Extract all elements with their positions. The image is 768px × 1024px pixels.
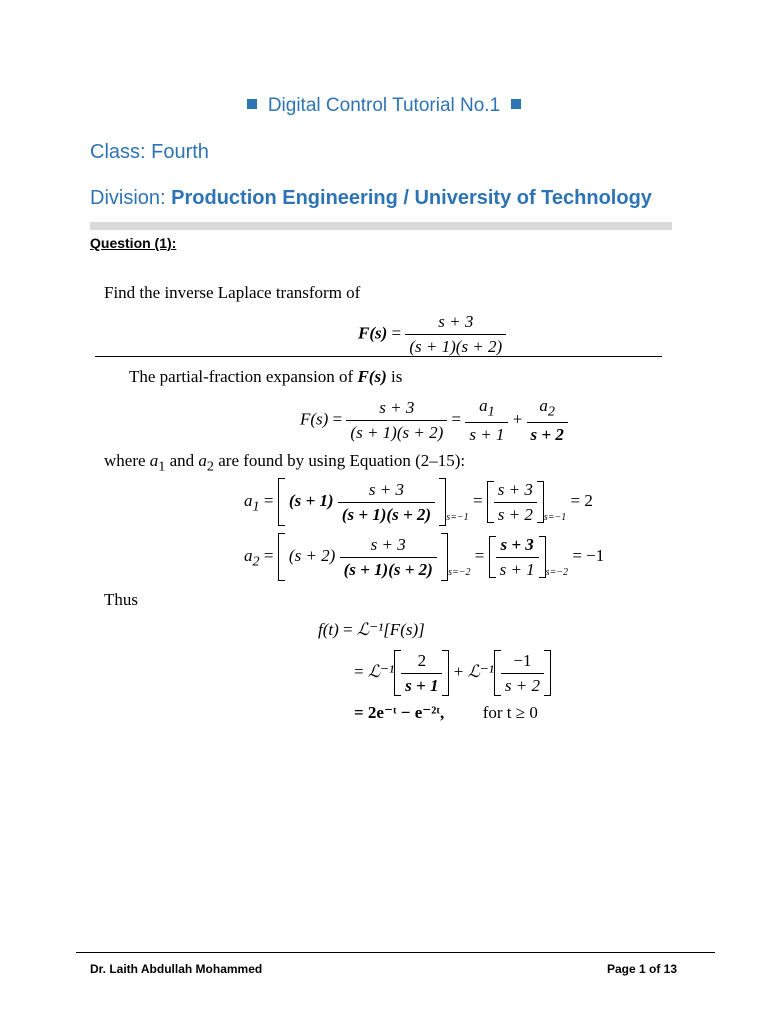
fraction-denominator: s + 1 bbox=[499, 559, 535, 579]
factor: (s + 2) bbox=[288, 545, 336, 565]
laplace-inverse-symbol: ℒ⁻¹ bbox=[367, 661, 395, 681]
left-bracket bbox=[394, 650, 401, 696]
a2-symbol bbox=[244, 545, 260, 570]
right-bracket bbox=[537, 481, 544, 523]
factor: (s + 1) bbox=[288, 490, 334, 510]
fraction-numerator: s + 3 bbox=[340, 535, 437, 558]
equals-sign: = bbox=[263, 490, 274, 510]
equals-sign: = bbox=[343, 620, 353, 639]
a1-symbol bbox=[244, 490, 260, 515]
fraction-numerator: s + 3 bbox=[338, 480, 435, 503]
expansion-intro-end: is bbox=[386, 367, 403, 386]
fraction-denominator: s + 2 bbox=[497, 504, 533, 524]
bullet-square-icon bbox=[247, 99, 257, 109]
fraction-numerator: −1 bbox=[501, 651, 544, 674]
a-symbol: a bbox=[244, 545, 253, 565]
fraction-denominator: (s + 1)(s + 2) bbox=[341, 504, 432, 524]
problem-prompt: Find the inverse Laplace transform of bbox=[104, 283, 361, 302]
subscript: 2 bbox=[547, 403, 555, 420]
class-line: Class: Fourth bbox=[90, 141, 209, 163]
coeff-intro-end: are found by using Equation (2–15): bbox=[213, 451, 466, 470]
a2-equation bbox=[244, 533, 604, 581]
equals-sign: = bbox=[354, 661, 364, 681]
a2-result: = −1 bbox=[572, 545, 605, 565]
fraction-numerator: s + 3 bbox=[405, 312, 506, 335]
left-bracket bbox=[487, 481, 494, 523]
coeff-intro-and: and bbox=[165, 451, 199, 470]
a2-symbol bbox=[527, 396, 568, 423]
coeff-intro-text: where bbox=[104, 451, 150, 470]
footer-author: Dr. Laith Abdullah Mohammed bbox=[90, 962, 263, 976]
evaluation-point: s=−2 bbox=[545, 566, 569, 578]
evaluation-point: s=−2 bbox=[448, 566, 471, 578]
a-symbol: a bbox=[149, 451, 159, 470]
fraction-numerator: 2 bbox=[401, 651, 442, 674]
footer-page-number: Page 1 of 13 bbox=[607, 962, 678, 976]
left-bracket bbox=[278, 478, 285, 526]
evaluation-point: s=−1 bbox=[446, 511, 469, 523]
evaluation-point: s=−1 bbox=[543, 511, 567, 523]
ft-condition: for t ≥ 0 bbox=[482, 703, 538, 722]
ft-line-3 bbox=[354, 703, 538, 723]
a1-result: = 2 bbox=[570, 490, 593, 510]
ft-line-1 bbox=[318, 620, 425, 640]
left-bracket bbox=[278, 533, 285, 581]
ft-symbol: f(t) bbox=[318, 620, 339, 639]
a-symbol: a bbox=[479, 396, 488, 415]
division-label: Division: bbox=[90, 187, 172, 209]
fraction-denominator: (s + 1)(s + 2) bbox=[343, 559, 433, 579]
right-bracket bbox=[442, 650, 449, 696]
expansion-intro bbox=[129, 367, 402, 387]
thus-label: Thus bbox=[104, 590, 138, 609]
equals-sign: = bbox=[391, 323, 402, 343]
plus-sign: + bbox=[453, 661, 464, 681]
right-bracket bbox=[544, 650, 551, 696]
a-symbol: a bbox=[198, 451, 207, 470]
document-title bbox=[0, 95, 768, 117]
subscript: 1 bbox=[252, 498, 260, 515]
fraction-numerator: s + 3 bbox=[346, 398, 447, 421]
right-bracket bbox=[539, 536, 546, 578]
problem-equation bbox=[358, 312, 506, 357]
subscript: 1 bbox=[487, 403, 495, 420]
subscript: 2 bbox=[206, 458, 214, 475]
subscript: 1 bbox=[158, 458, 166, 475]
problem-rule bbox=[95, 356, 662, 357]
fraction-denominator: s + 1 bbox=[469, 425, 505, 445]
a-symbol: a bbox=[244, 490, 253, 510]
ft-line-2 bbox=[354, 650, 551, 696]
footer-rule bbox=[76, 952, 715, 953]
equals-sign: = bbox=[332, 409, 343, 429]
division-value: Production Engineering / University of Technology bbox=[171, 187, 652, 209]
laplace-inverse-symbol: ℒ⁻¹ bbox=[467, 661, 494, 681]
fraction-denominator: (s + 1)(s + 2) bbox=[350, 423, 444, 443]
Fs-symbol: F(s) bbox=[300, 409, 329, 429]
Fs-symbol: F(s) bbox=[357, 367, 387, 386]
expansion-equation bbox=[300, 396, 568, 445]
subscript: 2 bbox=[252, 553, 260, 570]
equals-sign: = bbox=[263, 545, 274, 565]
problem-fraction bbox=[405, 312, 506, 357]
equals-sign: = bbox=[451, 409, 462, 429]
a1-symbol bbox=[465, 396, 508, 423]
division-line bbox=[90, 187, 652, 210]
left-bracket bbox=[489, 536, 496, 578]
left-bracket bbox=[494, 650, 501, 696]
fraction-denominator: s + 1 bbox=[405, 675, 439, 695]
expansion-intro-text: The partial-fraction expansion of bbox=[129, 367, 358, 386]
bullet-square-icon bbox=[511, 99, 521, 109]
plus-sign: + bbox=[512, 409, 523, 429]
ft-result: = 2e⁻ᵗ − e⁻²ᵗ, bbox=[354, 703, 445, 722]
section-divider bbox=[90, 222, 672, 230]
inverse-laplace-of-F: ℒ⁻¹[F(s)] bbox=[356, 620, 425, 639]
equals-sign: = bbox=[474, 545, 485, 565]
fraction-denominator: (s + 1)(s + 2) bbox=[409, 337, 503, 356]
Fs-symbol: F(s) bbox=[358, 323, 388, 343]
fraction-numerator: s + 3 bbox=[494, 480, 537, 503]
equals-sign: = bbox=[472, 490, 483, 510]
fraction-denominator: s + 2 bbox=[504, 675, 540, 695]
fraction-numerator: s + 3 bbox=[496, 535, 539, 558]
a-symbol: a bbox=[539, 396, 548, 415]
question-heading: Question (1): bbox=[90, 235, 177, 251]
coeff-intro bbox=[104, 451, 465, 475]
title-text: Digital Control Tutorial No.1 bbox=[267, 95, 501, 116]
a1-equation bbox=[244, 478, 593, 526]
fraction-denominator: s + 2 bbox=[530, 425, 564, 445]
